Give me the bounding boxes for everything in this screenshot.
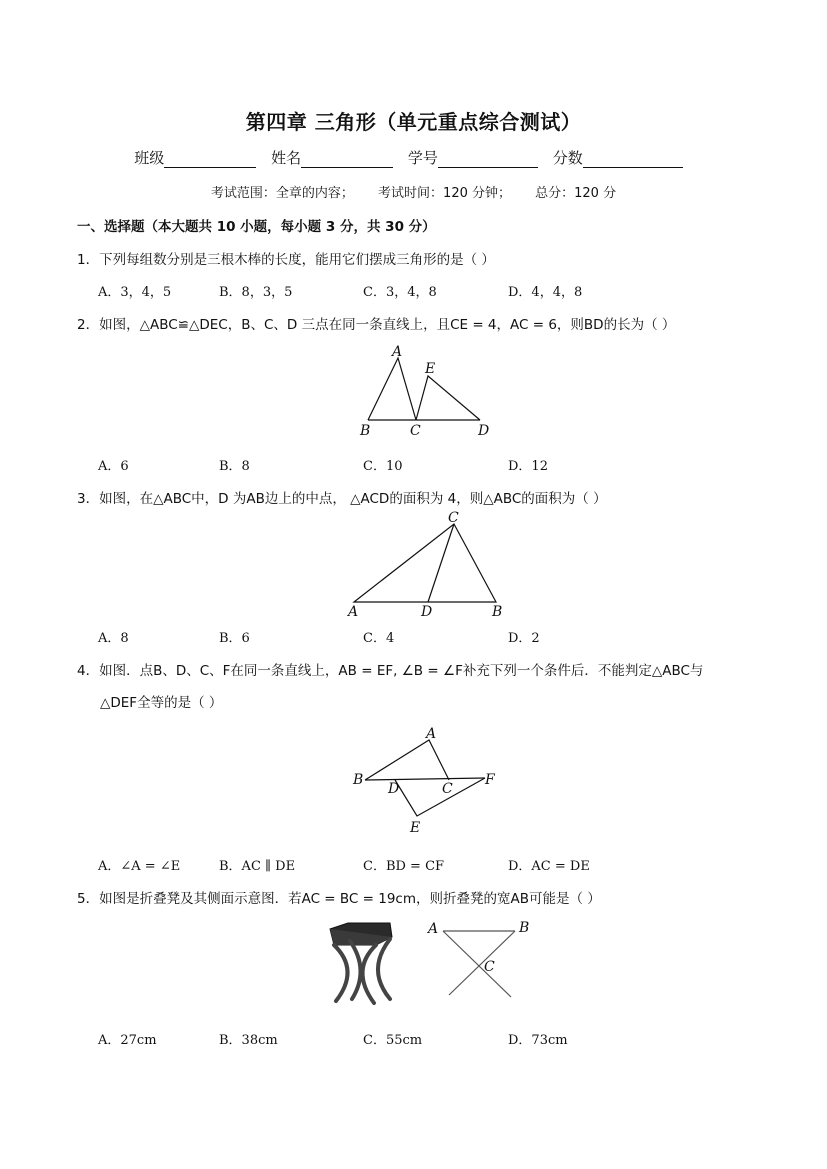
label-e: E [425,361,436,377]
q5-option-d: D．73cm [508,1033,568,1048]
leg-b [449,931,515,995]
triangle-abc [365,740,449,780]
question-4-stem-line2: △DEF全等的是（ ） [100,695,223,711]
label-a: A [428,921,439,937]
section-heading: 一、选择题（本大题共 10 小题，每小题 3 分，共 30 分） [77,219,436,235]
label-b: B [492,604,503,620]
q3-option-d: D．2 [508,631,540,646]
q5-option-c: C．55cm [363,1033,423,1048]
question-2-stem: 2．如图，△ABC≌△DEC，B、C、D 三点在同一条直线上，且CE = 4，AC = 6，则BD的长为（ ） [77,317,676,333]
q2-option-b: B．8 [219,459,250,474]
q4-option-c: C．BD = CF [363,859,445,874]
label-b: B [353,772,364,788]
label-a: A [426,726,437,742]
label-b: B [360,423,371,439]
q4-option-d: D．AC = DE [508,859,590,874]
q5-option-b: B．38cm [219,1033,278,1048]
id-blank [438,151,538,168]
class-blank [164,151,256,168]
question-4-stem: 4．如图．点B、D、C、F在同一条直线上，AB = EF, ∠B = ∠F补充下列一个条件后．不能判定△ABC与 [77,663,704,679]
name-blank [301,151,393,168]
label-b: B [519,920,530,936]
score-blank [583,151,683,168]
q1-option-d: D．4，4，8 [508,285,583,300]
triangle-dec [416,376,480,420]
label-f: F [485,772,495,788]
segment-cd [428,524,454,602]
label-e: E [410,820,421,836]
exam-time: 考试时间：120 分钟； [378,186,511,201]
q2-figure [352,340,502,440]
page-title: 第四章 三角形（单元重点综合测试） [245,110,582,134]
question-5-stem: 5．如图是折叠凳及其侧面示意图．若AC = BC = 19cm，则折叠凳的宽AB可能是（ ） [77,891,601,907]
triangle-abc [354,524,496,602]
label-c: C [448,510,459,526]
q5-option-a: A．27cm [98,1033,157,1048]
score-label: 分数 [552,149,583,167]
q4-option-a: A．∠A = ∠E [98,859,181,874]
q4-figure [345,722,505,837]
q2-option-a: A．6 [98,459,129,474]
leg-a [443,931,511,997]
label-d: D [421,604,433,620]
q3-option-b: B．6 [219,631,250,646]
q1-option-b: B．8，3，5 [219,285,293,300]
q2-option-c: C．10 [363,459,403,474]
triangle-abc [368,358,416,420]
q4-option-b: B．AC ∥ DE [219,859,296,874]
exam-scope: 考试范围：全章的内容； [210,186,354,201]
id-label: 学号 [407,149,438,167]
label-d: D [388,781,400,797]
q3-option-a: A．8 [98,631,129,646]
q1-option-a: A．3，4，5 [98,285,172,300]
line-bf [365,778,485,780]
folding-stool-picture [320,915,400,1010]
label-a: A [392,344,403,360]
label-a: A [348,604,359,620]
label-c: C [442,781,453,797]
exam-total: 总分：120 分 [535,186,617,201]
class-label: 班级 [134,149,165,167]
name-label: 姓名 [271,149,302,167]
q3-figure [342,508,512,620]
q1-option-c: C．3，4，8 [363,285,437,300]
triangle-def [395,778,485,816]
q2-option-d: D．12 [508,459,548,474]
label-d: D [478,423,490,439]
q5-figure [425,917,535,1002]
question-1-stem: 1．下列每组数分别是三根木棒的长度，能用它们摆成三角形的是（ ） [77,252,495,268]
label-c: C [410,423,421,439]
exam-meta [0,182,827,201]
student-info-row [0,147,827,168]
question-3-stem: 3．如图，在△ABC中，D 为AB边上的中点， △ACD的面积为 4，则△ABC的面积为（ ） [77,491,607,507]
q3-option-c: C．4 [363,631,395,646]
label-c: C [484,959,495,975]
